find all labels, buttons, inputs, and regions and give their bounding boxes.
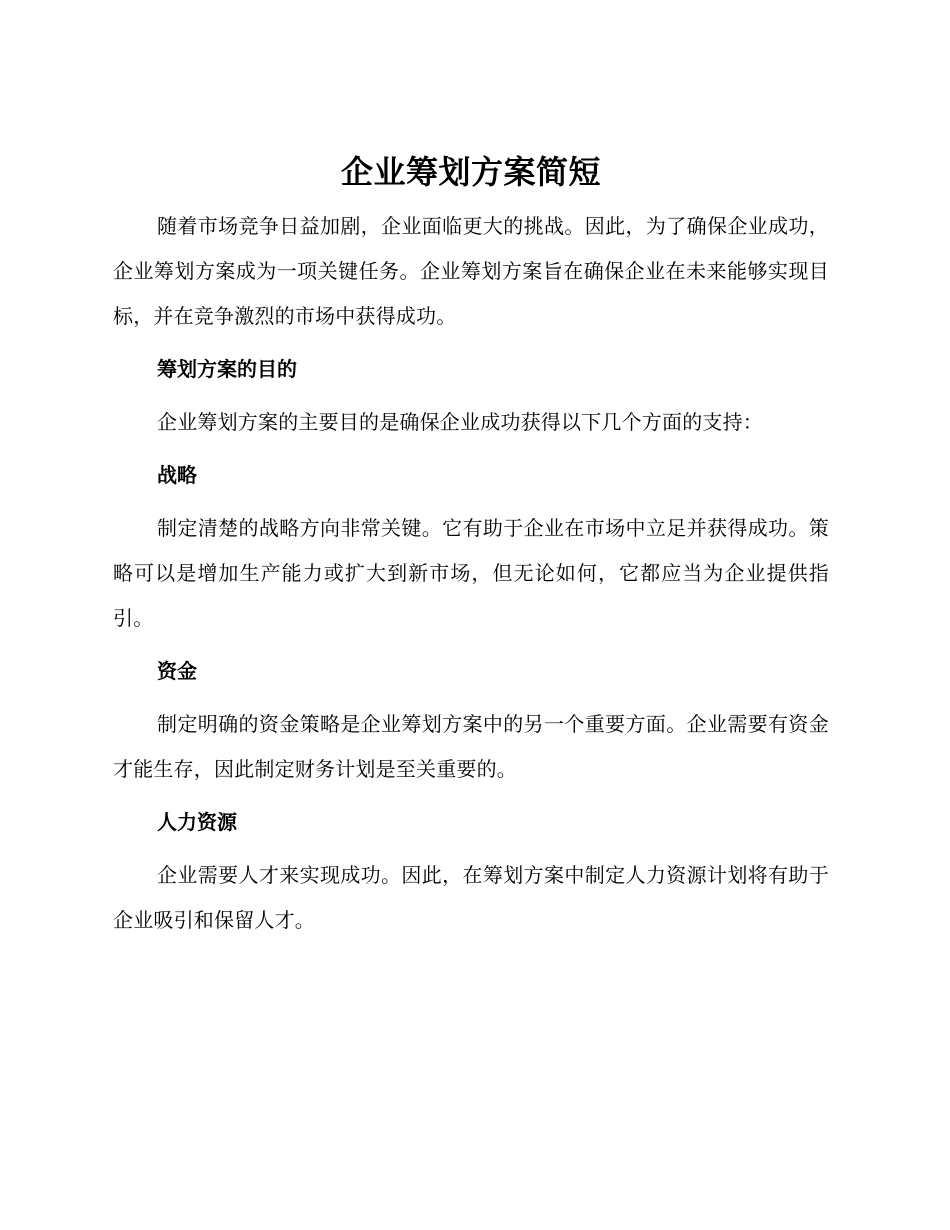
section-body: 制定清楚的战略方向非常关键。它有助于企业在市场中立足并获得成功。策略可以是增加生产能力或扩大到新市场，但无论如何，它都应当为企业提供指引。 bbox=[113, 516, 829, 630]
section-heading: 筹划方案的目的 bbox=[157, 357, 297, 381]
section-funding bbox=[113, 649, 829, 792]
section-body: 企业筹划方案的主要目的是确保企业成功获得以下几个方面的支持： bbox=[157, 410, 763, 434]
section-human-resources bbox=[113, 800, 829, 943]
section-heading: 战略 bbox=[157, 463, 197, 487]
section-strategy bbox=[113, 453, 829, 641]
intro-paragraph: 随着市场竞争日益加剧，企业面临更大的挑战。因此，为了确保企业成功，企业筹划方案成为一项关键任务。企业筹划方案旨在确保企业在未来能够实现目标，并在竞争激烈的市场中获得成功。 bbox=[113, 214, 829, 328]
section-heading: 人力资源 bbox=[157, 810, 237, 834]
section-body: 企业需要人才来实现成功。因此，在筹划方案中制定人力资源计划将有助于企业吸引和保留人才。 bbox=[113, 863, 829, 932]
section-body: 制定明确的资金策略是企业筹划方案中的另一个重要方面。企业需要有资金才能生存，因此制定财务计划是至关重要的。 bbox=[113, 712, 829, 781]
document-page bbox=[113, 150, 829, 943]
document-title: 企业筹划方案简短 bbox=[340, 153, 601, 191]
section-heading: 资金 bbox=[157, 659, 197, 683]
section-purpose bbox=[113, 347, 829, 445]
